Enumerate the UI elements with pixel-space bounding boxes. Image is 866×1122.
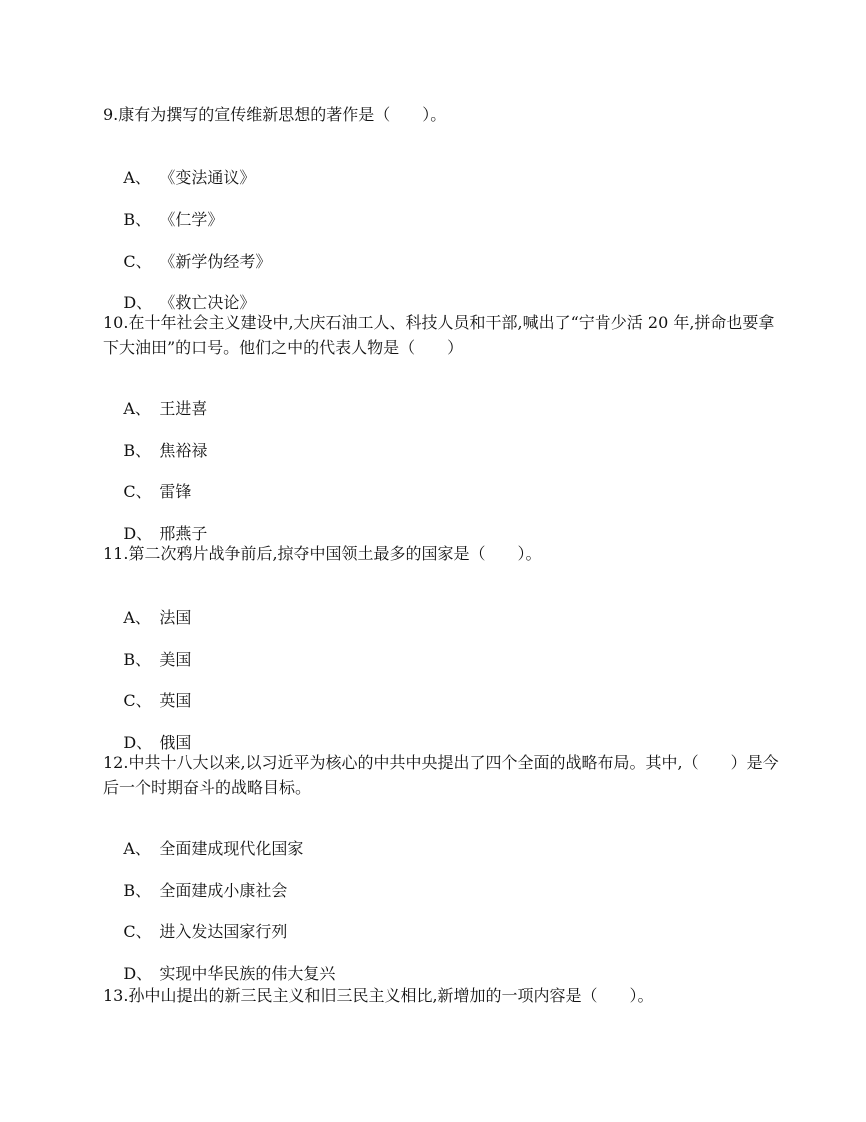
option-text: 全面建成现代化国家: [159, 839, 304, 858]
option-text: 《新学伪经考》: [159, 252, 272, 271]
option-text: 实现中华民族的伟大复兴: [159, 964, 336, 983]
option-text: 《救亡决论》: [159, 293, 256, 312]
option-text: 王进喜: [159, 399, 208, 418]
option-text: 法国: [159, 608, 192, 627]
option-text: 焦裕禄: [159, 441, 208, 460]
option-letter: B、: [123, 441, 152, 460]
option-letter: C、: [123, 482, 152, 501]
option-letter: B、: [123, 881, 152, 900]
option-text: 俄国: [159, 733, 192, 752]
question-10-stem: 10.在十年社会主义建设中,大庆石油工人、科技人员和干部,喊出了“宁肯少活 20 年,拼命也要拿下大油田”的口号。他们之中的代表人物是（ ）: [103, 313, 775, 357]
option-letter: B、: [123, 650, 152, 669]
option-letter: D、: [123, 524, 153, 543]
option-letter: D、: [123, 293, 153, 312]
option-text: 邢燕子: [159, 524, 208, 543]
option-letter: A、: [123, 839, 151, 858]
option-text: 《仁学》: [159, 210, 224, 229]
option-text: 《变法通议》: [159, 168, 256, 187]
option-letter: A、: [123, 168, 151, 187]
question-11-stem: 11.第二次鸦片战争前后,掠夺中国领土最多的国家是（ ）。: [103, 544, 542, 563]
question-13-stem: 13.孙中山提出的新三民主义和旧三民主义相比,新增加的一项内容是（ ）。: [103, 986, 654, 1005]
option-text: 英国: [159, 691, 192, 710]
option-letter: A、: [123, 608, 151, 627]
question-12-stem: 12.中共十八大以来,以习近平为核心的中共中央提出了四个全面的战略布局。其中,（ ）是今后一个时期奋斗的战略目标。: [103, 753, 779, 797]
option-letter: B、: [123, 210, 152, 229]
option-letter: D、: [123, 733, 153, 752]
option-letter: C、: [123, 922, 152, 941]
option-text: 全面建成小康社会: [159, 881, 288, 900]
option-letter: D、: [123, 964, 153, 983]
option-text: 美国: [159, 650, 192, 669]
option-letter: C、: [123, 252, 152, 271]
option-text: 进入发达国家行列: [159, 922, 288, 941]
option-text: 雷锋: [159, 482, 192, 501]
question-9-stem: 9.康有为撰写的宣传维新思想的著作是（ ）。: [103, 105, 447, 124]
option-letter: C、: [123, 691, 152, 710]
option-letter: A、: [123, 399, 151, 418]
